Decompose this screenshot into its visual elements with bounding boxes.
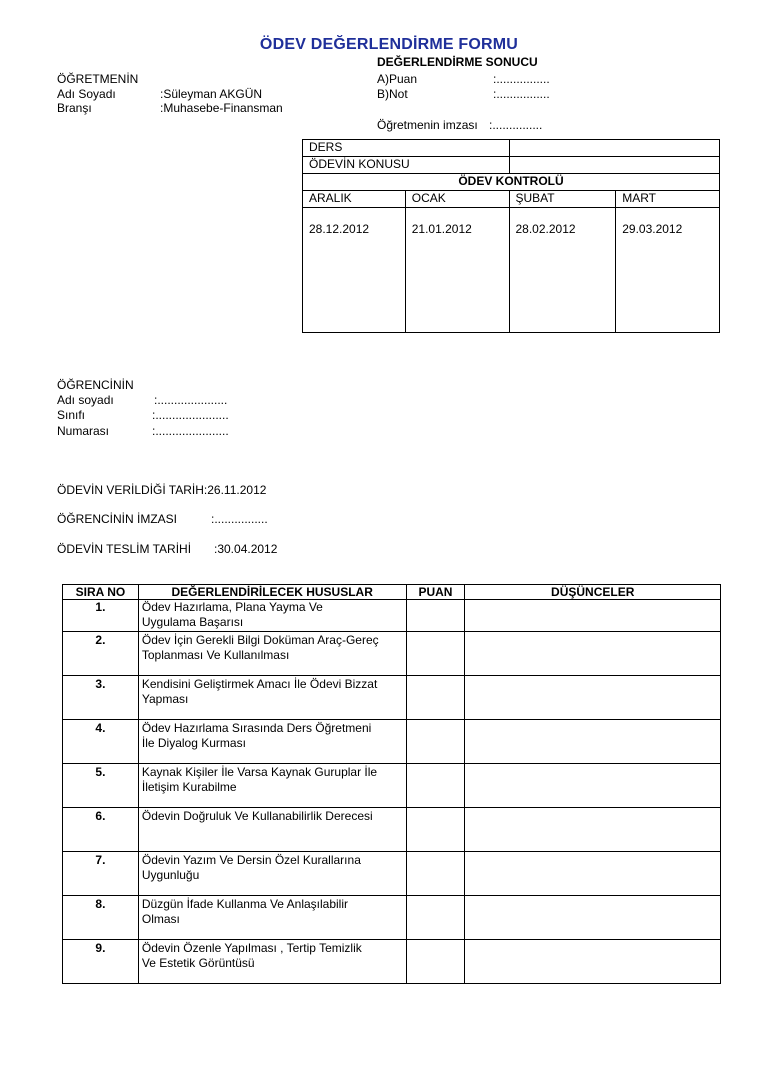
not-label: B)Not xyxy=(377,87,408,101)
month-cell: MART xyxy=(616,191,720,208)
criterion-line: Uygunluğu xyxy=(141,868,200,882)
header-dusunceler: DÜŞÜNCELER xyxy=(465,585,721,600)
criterion-line: İle Diyalog Kurması xyxy=(141,736,246,750)
row-number: 8. xyxy=(63,896,139,940)
dusunce-cell xyxy=(465,852,721,896)
row-number: 3. xyxy=(63,676,139,720)
not-value: :................ xyxy=(493,87,550,101)
table-row xyxy=(63,676,721,720)
dusunce-cell xyxy=(465,600,721,632)
table-row xyxy=(63,632,721,676)
puan-cell xyxy=(406,940,465,984)
criterion-line: Kendisini Geliştirmek Amacı İle Ödevi Bizzat xyxy=(141,677,378,691)
row-number: 6. xyxy=(63,808,139,852)
criterion-line: Uygulama Başarısı xyxy=(141,615,244,629)
criterion-line: Toplanması Ve Kullanılması xyxy=(141,648,290,662)
header-puan: PUAN xyxy=(406,585,465,600)
header-sira-no: SIRA NO xyxy=(63,585,139,600)
course-box xyxy=(302,139,720,333)
student-number-value: :...................... xyxy=(152,424,229,438)
due-date-label: ÖDEVİN TESLİM TARİHİ xyxy=(57,542,192,556)
row-number: 1. xyxy=(63,600,139,632)
student-name-label: Adı soyadı xyxy=(57,393,114,407)
table-row xyxy=(63,600,721,632)
criterion-line: Ödev Hazırlama, Plana Yayma Ve xyxy=(141,600,323,614)
konu-label: ÖDEVİN KONUSU xyxy=(303,157,510,174)
ders-value-cell xyxy=(509,140,720,157)
date-cell: 28.12.2012 xyxy=(303,208,406,333)
student-number-label: Numarası xyxy=(57,424,110,438)
student-signature-label: ÖĞRENCİNİN İMZASI xyxy=(57,512,178,526)
puan-cell xyxy=(406,676,465,720)
puan-cell xyxy=(406,600,465,632)
criterion-line: Ve Estetik Görüntüsü xyxy=(141,956,255,970)
teacher-heading: ÖĞRETMENİN xyxy=(57,72,139,86)
student-class-label: Sınıfı xyxy=(57,408,86,422)
dusunce-cell xyxy=(465,720,721,764)
kontrol-label: ÖDEV KONTROLÜ xyxy=(303,174,720,191)
given-date: ÖDEVİN VERİLDİĞİ TARİH:26.11.2012 xyxy=(57,483,267,497)
criterion-line: Düzgün İfade Kullanma Ve Anlaşılabilir xyxy=(141,897,349,911)
row-number: 9. xyxy=(63,940,139,984)
header-hususlar: DEĞERLENDİRİLECEK HUSUSLAR xyxy=(138,585,406,600)
puan-cell xyxy=(406,852,465,896)
teacher-branch-label: Branşı xyxy=(57,101,92,115)
puan-cell xyxy=(406,764,465,808)
student-signature-value: :................ xyxy=(211,512,268,526)
form-title: ÖDEV DEĞERLENDİRME FORMU xyxy=(259,36,519,53)
row-number: 4. xyxy=(63,720,139,764)
table-row xyxy=(63,764,721,808)
student-heading: ÖĞRENCİNİN xyxy=(57,378,134,392)
month-cell: OCAK xyxy=(405,191,509,208)
ders-label: DERS xyxy=(303,140,510,157)
table-row xyxy=(63,720,721,764)
table-row xyxy=(63,940,721,984)
puan-value: :................ xyxy=(493,72,550,86)
result-heading: DEĞERLENDİRME SONUCU xyxy=(377,55,538,69)
criterion-line: Yapması xyxy=(141,692,189,706)
konu-value-cell xyxy=(509,157,720,174)
criterion-line: Kaynak Kişiler İle Varsa Kaynak Guruplar İle xyxy=(141,765,378,779)
teacher-signature-value: :............... xyxy=(489,118,543,132)
date-cell: 29.03.2012 xyxy=(616,208,720,333)
puan-cell xyxy=(406,808,465,852)
criterion-line: Ödevin Yazım Ve Dersin Özel Kurallarına xyxy=(141,853,361,867)
criterion-line: Ödevin Doğruluk Ve Kullanabilirlik Derecesi xyxy=(141,809,373,823)
table-row xyxy=(63,896,721,940)
teacher-name-label: Adı Soyadı xyxy=(57,87,116,101)
dusunce-cell xyxy=(465,940,721,984)
teacher-branch-value: :Muhasebe-Finansman xyxy=(160,101,283,115)
dusunce-cell xyxy=(465,676,721,720)
row-number: 2. xyxy=(63,632,139,676)
student-name-value: :..................... xyxy=(154,393,228,407)
puan-cell xyxy=(406,896,465,940)
criterion-line: Ödevin Özenle Yapılması , Tertip Temizlik xyxy=(141,941,362,955)
month-cell: ŞUBAT xyxy=(509,191,616,208)
criterion-line: Ödev İçin Gerekli Bilgi Doküman Araç-Gereç xyxy=(141,633,379,647)
table-row xyxy=(63,852,721,896)
dusunce-cell xyxy=(465,896,721,940)
criteria-table xyxy=(62,584,721,984)
puan-cell xyxy=(406,632,465,676)
dusunce-cell xyxy=(465,764,721,808)
criterion-line: İletişim Kurabilme xyxy=(141,780,237,794)
row-number: 5. xyxy=(63,764,139,808)
student-class-value: :...................... xyxy=(152,408,229,422)
dusunce-cell xyxy=(465,632,721,676)
row-number: 7. xyxy=(63,852,139,896)
criterion-line: Olması xyxy=(141,912,180,926)
due-date-value: :30.04.2012 xyxy=(214,542,278,556)
table-row xyxy=(63,808,721,852)
puan-cell xyxy=(406,720,465,764)
criterion-line: Ödev Hazırlama Sırasında Ders Öğretmeni xyxy=(141,721,372,735)
dusunce-cell xyxy=(465,808,721,852)
date-cell: 21.01.2012 xyxy=(405,208,509,333)
teacher-name-value: :Süleyman AKGÜN xyxy=(160,87,263,101)
date-cell: 28.02.2012 xyxy=(509,208,616,333)
puan-label: A)Puan xyxy=(377,72,418,86)
month-cell: ARALIK xyxy=(303,191,406,208)
teacher-signature-label: Öğretmenin imzası xyxy=(377,118,478,132)
